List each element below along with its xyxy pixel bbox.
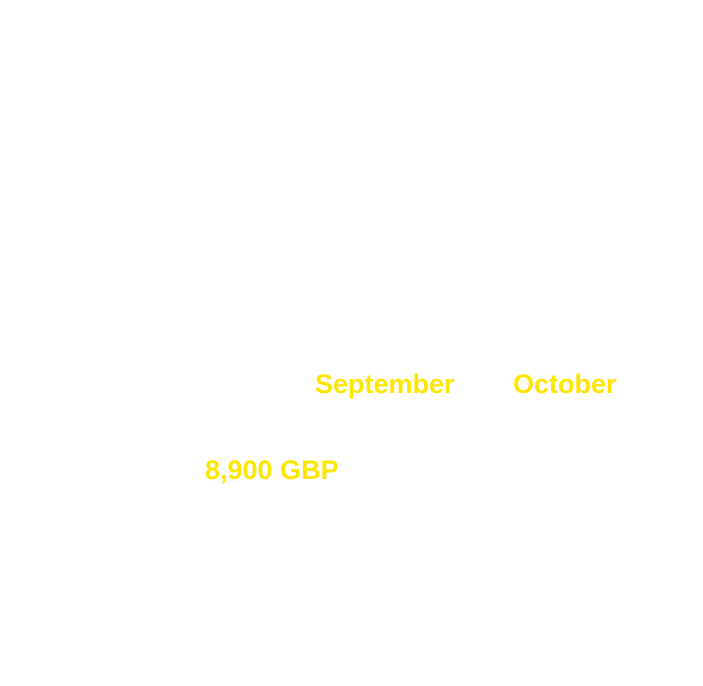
fare-price-value: 8,900 GBP	[205, 455, 339, 485]
month-tab-september[interactable]: September	[315, 369, 455, 399]
month-tab-october[interactable]: October	[513, 369, 617, 399]
